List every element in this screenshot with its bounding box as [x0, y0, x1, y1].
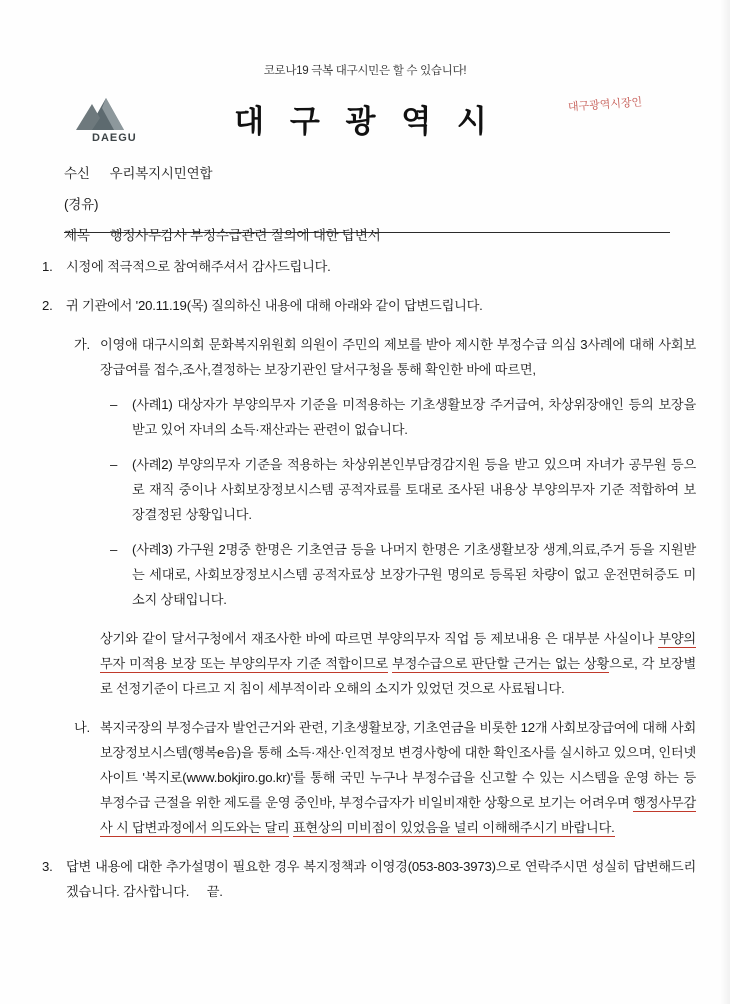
- subsection-b: [36, 715, 696, 840]
- document-header: [0, 92, 730, 154]
- paragraph-1-marker: 1.: [42, 259, 53, 274]
- summary-line-3-plain: 으로, 각 보장별로 선정기준이 다르고 지: [100, 656, 696, 696]
- header-divider: [64, 232, 670, 233]
- summary-line-1: 상기와 같이 달서구청에서 재조사한 바에 따르면 부양의무자 직업 등 제보내용: [100, 631, 541, 646]
- case-1: [36, 392, 696, 442]
- paragraph-2-text: 귀 기관에서 '20.11.19(목) 질의하신 내용에 대해 아래와 같이 답변드립니다.: [66, 298, 483, 313]
- subsection-a: [36, 332, 696, 382]
- case-2-marker: –: [110, 457, 118, 472]
- document-body: [36, 240, 696, 910]
- paragraph-3-text: 답변 내용에 대한 추가설명이 필요한 경우 복지정책과 이영경(053-803-3973)으로 연락주시면 성실히 답변해드리겠습니다. 감사합니다.: [66, 859, 696, 899]
- official-seal: 대구광역시장인: [567, 96, 643, 114]
- subsection-b-marker: 나.: [74, 720, 91, 735]
- subsection-a-marker: 가.: [74, 337, 91, 352]
- paragraph-2-marker: 2.: [42, 298, 53, 313]
- subject-label: 제목: [64, 228, 90, 243]
- case-3-text: (사례3) 가구원 2명중 한명은 기초연금 등을 나머지 한명은 기초생활보장 생계,의료,주거 등을 지원받는 세대로, 사회보장정보시스템 공적자료상 보장가구원 명의로 등록된 차량이 없고 운전면허증도 미소지 상태입니다.: [132, 542, 696, 607]
- case-3: [36, 537, 696, 612]
- subsection-a-summary: [36, 626, 696, 701]
- campaign-slogan: 코로나19 극복 대구시민은 할 수 있습니다!: [263, 65, 467, 77]
- paragraph-3-end-mark: 끝.: [206, 884, 223, 899]
- subsection-b-underlined-2: 표현상의 미비점이 있었음을 널리 이해해주시기 바랍니다.: [292, 820, 615, 835]
- recipient-value: 우리복지시민연합: [109, 166, 213, 181]
- paragraph-1-text: 시정에 적극적으로 참여해주셔서 감사드립니다.: [66, 259, 331, 274]
- case-3-marker: –: [110, 542, 118, 557]
- recipient-row: [64, 162, 674, 182]
- case-1-marker: –: [110, 397, 118, 412]
- via-label: (경유): [64, 197, 99, 212]
- paragraph-1: [36, 254, 696, 279]
- page-title: 대 구 광 역 시: [234, 104, 496, 139]
- scan-edge-shadow: [720, 0, 730, 1004]
- summary-line-4: 침이 세부적이라 오해의 소지가 있었던 것으로 사료됩니다.: [239, 681, 565, 696]
- svg-text:DAEGU: DAEGU: [92, 132, 137, 144]
- subject-value: 행정사무감사 부정수급관련 질의에 대한 답변서: [109, 228, 381, 243]
- paragraph-3: [36, 854, 696, 904]
- case-1-text: (사례1) 대상자가 부양의무자 기준을 미적용하는 기초생활보장 주거급여, 차상위장애인 등의 보장을 받고 있어 자녀의 소득·재산과는 관련이 없습니다.: [132, 397, 696, 437]
- summary-line-2-plain: 은 대부분 사실이나: [544, 631, 659, 646]
- via-row: [64, 193, 674, 213]
- summary-line-3-underlined: 부정수급으로 판단할 근거는 없는 상황: [392, 656, 610, 671]
- case-2-text: (사례2) 부양의무자 기준을 적용하는 차상위본인부담경감지원 등을 받고 있으며 자녀가 공무원 등으로 재직 중이나 사회보장정보시스템 공적자료를 토대로 조사된 내용상 부양의무자 기준 적합하여 보장결정된 상황입니다.: [132, 457, 696, 522]
- subsection-b-underlined-1: 행정사무감사 시 답변과정에서 의도와는 달리: [100, 795, 696, 835]
- case-2: [36, 452, 696, 527]
- recipient-label: 수신: [64, 166, 90, 181]
- subsection-b-text: 복지국장의 부정수급자 발언근거와 관련, 기초생활보장, 기초연금을 비롯한 12개 사회보장급여에 대해 사회보장정보시스템(행복e음)을 통해 소득·재산·인적정보 변경사항에 대한 확인조사를 실시하고 있으며, 인터넷사이트 '복지로(www.bokjiro.go.kr)'를 통해 국민 누구나 부정수급을 신고할 수 있는 시스템을 운영 하는 등 부정수급 근절을 위한 제도를 운영 중인바, 부정수급자가 비일비재한 상황으로 보기는 어려우며: [100, 720, 696, 810]
- subsection-a-text: 이영애 대구시의회 문화복지위원회 의원이 주민의 제보를 받아 제시한 부정수급 의심 3사례에 대해 사회보장급여를 접수,조사,결정하는 보장기관인 달서구청을 통해 확인한 바에 따르면,: [100, 337, 696, 377]
- summary-line-2-underlined: 부양의무자 미적용 보장 또는 부양의무자 기준 적합이므로: [100, 631, 696, 671]
- paragraph-2: [36, 293, 696, 318]
- paragraph-3-marker: 3.: [42, 859, 53, 874]
